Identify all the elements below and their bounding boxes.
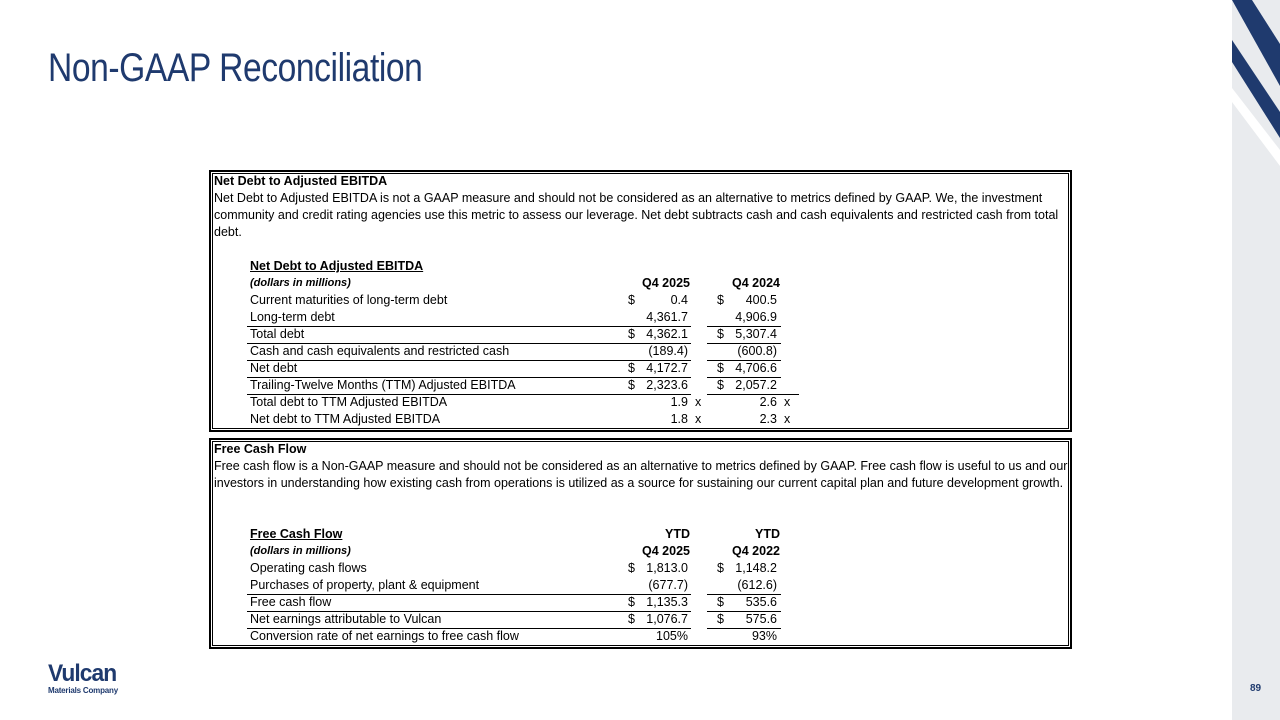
dollar-sign: $: [628, 327, 635, 341]
ratio-value: 2.3: [759, 412, 777, 426]
value: 0.4: [670, 293, 688, 307]
net-debt-panel: [209, 170, 1072, 432]
logo-wordmark: Vulcan: [48, 660, 117, 687]
ratio-unit: x: [784, 412, 791, 426]
value: 93%: [751, 629, 777, 643]
value: 4,172.7: [646, 361, 688, 375]
row-label: Long-term debt: [250, 310, 335, 324]
value: 1,135.3: [646, 595, 688, 609]
dollar-sign: $: [717, 561, 724, 575]
row-label: Current maturities of long-term debt: [250, 293, 448, 307]
value: 105%: [656, 629, 688, 643]
value: 2,323.6: [646, 378, 688, 392]
row-label: Conversion rate of net earnings to free cash flow: [250, 629, 519, 643]
column-header-top: YTD: [755, 527, 780, 541]
page-number: 89: [1250, 683, 1262, 694]
value: 1,076.7: [646, 612, 688, 626]
table-title: Net Debt to Adjusted EBITDA: [250, 259, 424, 273]
dollar-sign: $: [717, 327, 724, 341]
dollar-sign: $: [628, 293, 635, 307]
column-header: Q4 2025: [642, 276, 690, 290]
row-label: Purchases of property, plant & equipment: [250, 578, 480, 592]
column-header: Q4 2024: [732, 276, 780, 290]
column-header-top: YTD: [665, 527, 690, 541]
value: 4,906.9: [735, 310, 777, 324]
value: (612.6): [737, 578, 777, 592]
row-label: Free cash flow: [250, 595, 332, 609]
ratio-unit: x: [695, 395, 702, 409]
value: 575.6: [745, 612, 777, 626]
value: 5,307.4: [735, 327, 777, 341]
fcf-heading: Free Cash Flow: [214, 442, 307, 456]
units-label: (dollars in millions): [250, 277, 351, 289]
fcf-description: Free cash flow is a Non-GAAP measure and should not be considered as an alternative to metrics defined by GAAP. Free cash flow is useful to us and our investors in understanding how existing cash from operations is utilized as a source for sustaining our current capital plan and future development growth.: [214, 459, 1068, 490]
row-divider: [247, 326, 691, 327]
ratio-value: 2.6: [759, 395, 777, 409]
row-label: Total debt to TTM Adjusted EBITDA: [250, 395, 448, 409]
value: (600.8): [737, 344, 777, 358]
row-label: Net earnings attributable to Vulcan: [250, 612, 442, 626]
ratio-value: 1.8: [670, 412, 688, 426]
dollar-sign: $: [628, 378, 635, 392]
value: (677.7): [648, 578, 688, 592]
ratio-unit: x: [695, 412, 702, 426]
dollar-sign: $: [717, 361, 724, 375]
value: 2,057.2: [735, 378, 777, 392]
logo-subtitle: Materials Company: [48, 686, 118, 695]
row-label: Net debt: [250, 361, 298, 375]
value: 1,148.2: [735, 561, 777, 575]
ratio-value: 1.9: [670, 395, 688, 409]
row-label: Trailing-Twelve Months (TTM) Adjusted EBITDA: [250, 378, 516, 392]
dollar-sign: $: [628, 595, 635, 609]
row-label: Operating cash flows: [250, 561, 367, 575]
table-title: Free Cash Flow: [250, 527, 343, 541]
row-label: Cash and cash equivalents and restricted cash: [250, 344, 510, 358]
value: 400.5: [745, 293, 777, 307]
dollar-sign: $: [717, 595, 724, 609]
value: 1,813.0: [646, 561, 688, 575]
dollar-sign: $: [628, 612, 635, 626]
dollar-sign: $: [628, 361, 635, 375]
units-label: (dollars in millions): [250, 545, 351, 557]
row-label: Net debt to TTM Adjusted EBITDA: [250, 412, 441, 426]
row-divider: [247, 360, 691, 361]
value: 4,362.1: [646, 327, 688, 341]
dollar-sign: $: [717, 293, 724, 307]
dollar-sign: $: [717, 612, 724, 626]
page-title: Non-GAAP Reconciliation: [48, 46, 423, 90]
corner-stripes-decoration: [1232, 0, 1280, 170]
value: (189.4): [648, 344, 688, 358]
row-label: Total debt: [250, 327, 305, 341]
column-header: Q4 2025: [642, 544, 690, 558]
vulcan-logo: [48, 662, 120, 695]
free-cash-flow-panel: [209, 438, 1072, 649]
value: 4,706.6: [735, 361, 777, 375]
net-debt-description: Net Debt to Adjusted EBITDA is not a GAAP measure and should not be considered as an alternative to metrics defined by GAAP. We, the investment community and credit rating agencies use this metric to assess our leverage. Net debt subtracts cash and cash equivalents and restricted cash from total debt.: [214, 191, 1059, 239]
value: 535.6: [745, 595, 777, 609]
dollar-sign: $: [628, 561, 635, 575]
column-header: Q4 2022: [732, 544, 780, 558]
net-debt-heading: Net Debt to Adjusted EBITDA: [214, 174, 388, 188]
dollar-sign: $: [717, 378, 724, 392]
ratio-unit: x: [784, 395, 791, 409]
value: 4,361.7: [646, 310, 688, 324]
